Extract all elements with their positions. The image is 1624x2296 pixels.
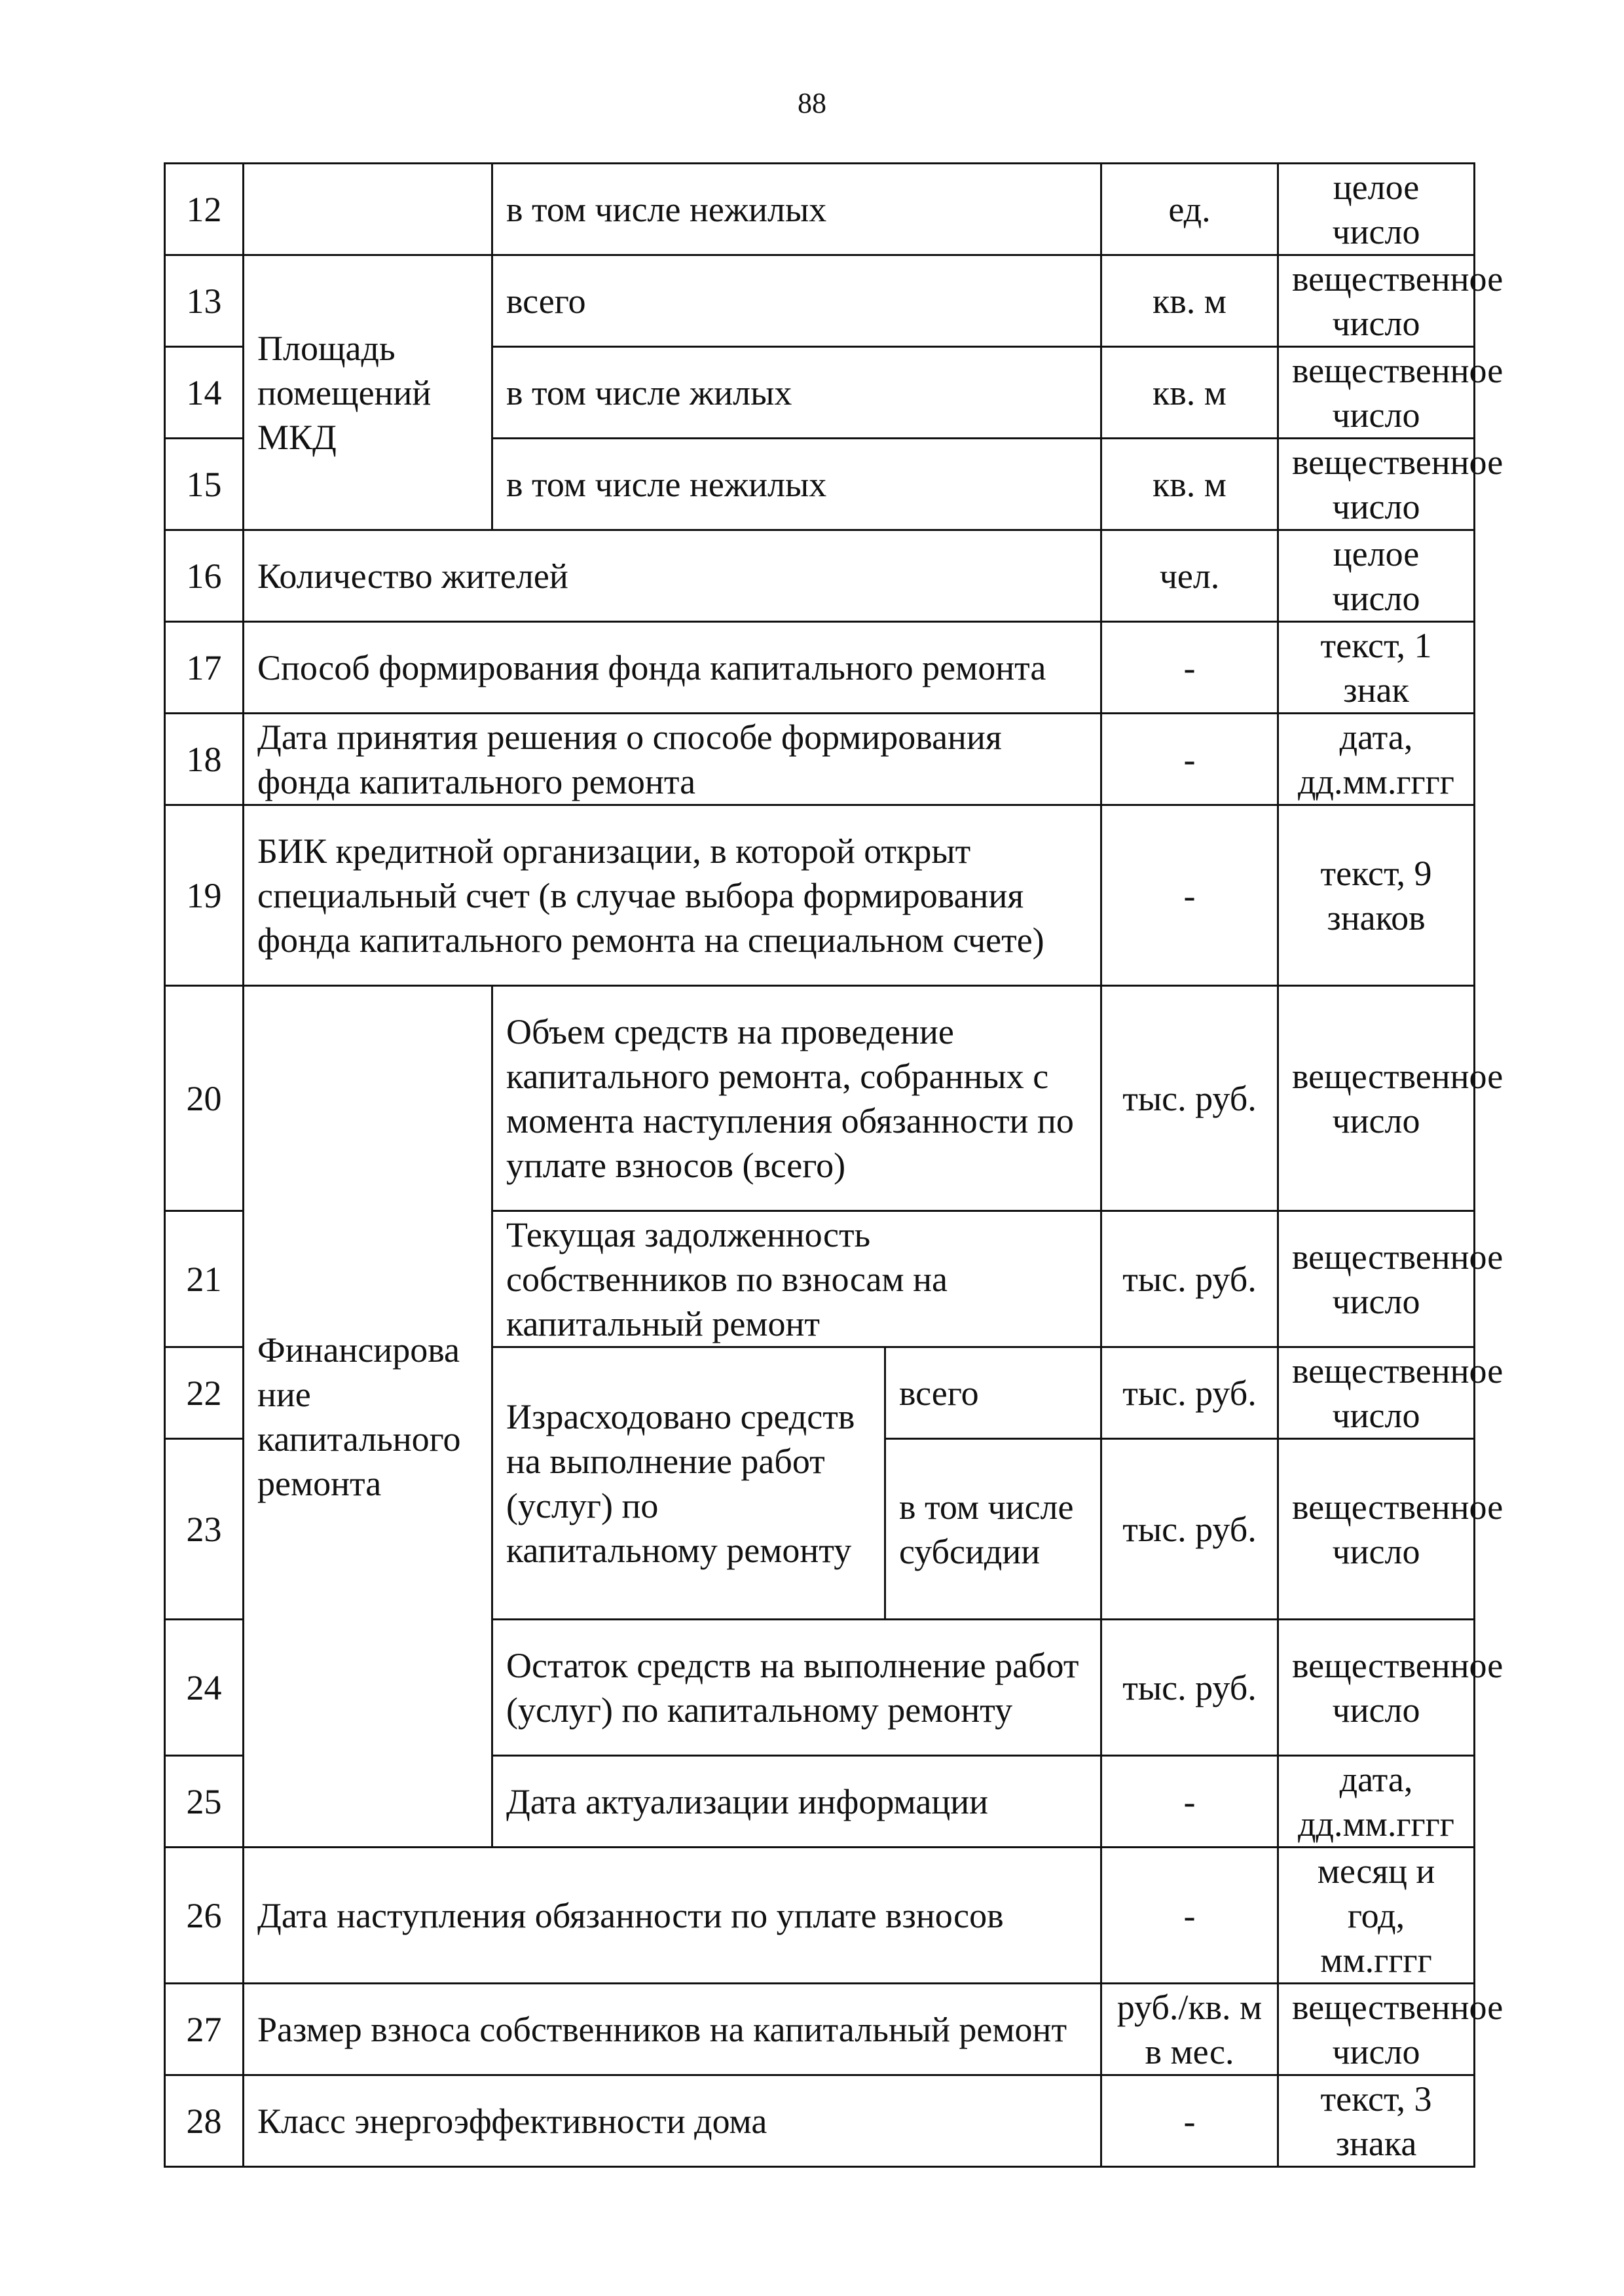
row-unit: - bbox=[1101, 714, 1278, 805]
row-number: 12 bbox=[165, 164, 244, 255]
table-row bbox=[165, 1984, 1475, 2075]
row-type: вещественное число bbox=[1278, 255, 1475, 347]
table-row bbox=[165, 1848, 1475, 1984]
row-number: 22 bbox=[165, 1347, 244, 1439]
row-unit: руб./кв. м в мес. bbox=[1101, 1984, 1278, 2075]
row-label: Количество жителей bbox=[244, 530, 1101, 622]
row-label: Остаток средств на выполнение работ (услуг) по капитальному ремонту bbox=[492, 1620, 1101, 1756]
row-number: 17 bbox=[165, 622, 244, 714]
row-unit: тыс. руб. bbox=[1101, 1211, 1278, 1347]
group-label-area: Площадь помещений МКД bbox=[244, 255, 492, 530]
row-unit: тыс. руб. bbox=[1101, 1620, 1278, 1756]
row-number: 15 bbox=[165, 439, 244, 530]
row-unit: - bbox=[1101, 1756, 1278, 1848]
row-unit: чел. bbox=[1101, 530, 1278, 622]
row-label: в том числе жилых bbox=[492, 347, 1101, 439]
row-type: месяц и год, мм.гггг bbox=[1278, 1848, 1475, 1984]
table-row bbox=[165, 714, 1475, 805]
table-row bbox=[165, 164, 1475, 255]
row-label: в том числе нежилых bbox=[492, 164, 1101, 255]
row-number: 28 bbox=[165, 2075, 244, 2167]
row-type: вещественное число bbox=[1278, 1211, 1475, 1347]
table-row bbox=[165, 255, 1475, 347]
row-type: вещественное число bbox=[1278, 1620, 1475, 1756]
row-unit: - bbox=[1101, 1848, 1278, 1984]
row-type: целое число bbox=[1278, 530, 1475, 622]
row-number: 25 bbox=[165, 1756, 244, 1848]
row-type: дата, дд.мм.гггг bbox=[1278, 714, 1475, 805]
row-label: БИК кредитной организации, в которой открыт специальный счет (в случае выбора формирования фонда капитального ремонта на специальном счете) bbox=[244, 805, 1101, 986]
requirements-table bbox=[164, 162, 1504, 2168]
row-label: Дата принятия решения о способе формирования фонда капитального ремонта bbox=[244, 714, 1101, 805]
row-type: вещественное число bbox=[1278, 986, 1475, 1211]
row-unit: тыс. руб. bbox=[1101, 1347, 1278, 1439]
row-label: в том числе субсидии bbox=[885, 1439, 1101, 1620]
row-unit: - bbox=[1101, 2075, 1278, 2167]
row-label: в том числе нежилых bbox=[492, 439, 1101, 530]
row-number: 24 bbox=[165, 1620, 244, 1756]
empty-cell bbox=[244, 164, 492, 255]
row-number: 27 bbox=[165, 1984, 244, 2075]
row-unit: ед. bbox=[1101, 164, 1278, 255]
row-number: 13 bbox=[165, 255, 244, 347]
row-label: Текущая задолженность собственников по взносам на капитальный ремонт bbox=[492, 1211, 1101, 1347]
row-type: вещественное число bbox=[1278, 1347, 1475, 1439]
row-number: 23 bbox=[165, 1439, 244, 1620]
row-type: текст, 9 знаков bbox=[1278, 805, 1475, 986]
row-type: целое число bbox=[1278, 164, 1475, 255]
table-row bbox=[165, 530, 1475, 622]
row-label: Класс энергоэффективности дома bbox=[244, 2075, 1101, 2167]
group-label-spent: Израсходовано средств на выполнение работ (услуг) по капитальному ремонту bbox=[492, 1347, 885, 1620]
row-type: вещественное число bbox=[1278, 1439, 1475, 1620]
row-label: всего bbox=[492, 255, 1101, 347]
row-label: Объем средств на проведение капитального ремонта, собранных с момента наступления обязанности по уплате взносов (всего) bbox=[492, 986, 1101, 1211]
group-label-finance: Финансирова ние капитального ремонта bbox=[244, 986, 492, 1848]
row-unit: - bbox=[1101, 622, 1278, 714]
row-label: Размер взноса собственников на капитальный ремонт bbox=[244, 1984, 1101, 2075]
row-label: всего bbox=[885, 1347, 1101, 1439]
row-type: вещественное число bbox=[1278, 1984, 1475, 2075]
row-label: Способ формирования фонда капитального ремонта bbox=[244, 622, 1101, 714]
table-row bbox=[165, 986, 1475, 1211]
row-label: Дата актуализации информации bbox=[492, 1756, 1101, 1848]
row-type: вещественное число bbox=[1278, 347, 1475, 439]
row-number: 20 bbox=[165, 986, 244, 1211]
table-row bbox=[165, 2075, 1475, 2167]
row-unit: - bbox=[1101, 805, 1278, 986]
row-type: текст, 3 знака bbox=[1278, 2075, 1475, 2167]
row-unit: кв. м bbox=[1101, 439, 1278, 530]
row-number: 26 bbox=[165, 1848, 244, 1984]
row-unit: тыс. руб. bbox=[1101, 1439, 1278, 1620]
row-number: 19 bbox=[165, 805, 244, 986]
row-number: 21 bbox=[165, 1211, 244, 1347]
row-number: 14 bbox=[165, 347, 244, 439]
row-type: вещественное число bbox=[1278, 439, 1475, 530]
table-row bbox=[165, 622, 1475, 714]
row-label: Дата наступления обязанности по уплате взносов bbox=[244, 1848, 1101, 1984]
page-number: 88 bbox=[798, 87, 826, 119]
row-unit: кв. м bbox=[1101, 347, 1278, 439]
row-number: 18 bbox=[165, 714, 244, 805]
row-unit: тыс. руб. bbox=[1101, 986, 1278, 1211]
row-type: дата, дд.мм.гггг bbox=[1278, 1756, 1475, 1848]
row-unit: кв. м bbox=[1101, 255, 1278, 347]
row-number: 16 bbox=[165, 530, 244, 622]
table-row bbox=[165, 805, 1475, 986]
row-type: текст, 1 знак bbox=[1278, 622, 1475, 714]
